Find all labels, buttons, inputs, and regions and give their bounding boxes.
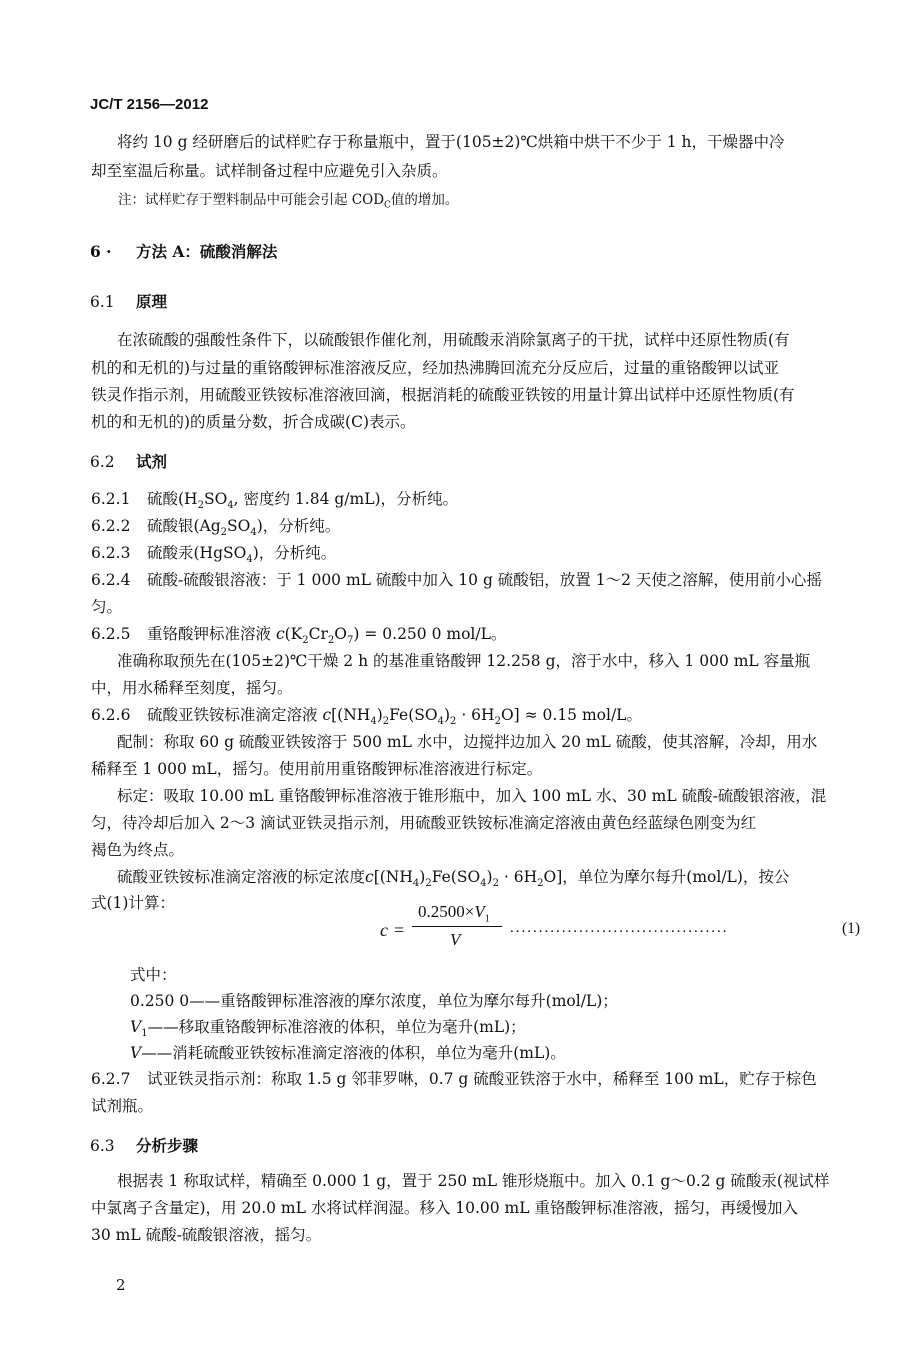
section-6-1-heading: 6.1 原理 <box>90 292 168 311</box>
reagent-6-2-7: 6.2.7 试亚铁灵指示剂：称取 1.5 g 邻菲罗啉，0.7 g 硫酸亚铁溶于水中，稀释至 100 mL，贮存于棕色 <box>91 1070 817 1088</box>
page-number: 2 <box>116 1276 126 1294</box>
reagent-6-2-5-prep: 准确称取预先在(105±2)℃干燥 2 h 的基准重铬酸钾 12.258 g，溶于水中，移入 1 000 mL 容量瓶 <box>117 652 811 670</box>
principle-line: 在浓硫酸的强酸性条件下，以硫酸银作催化剂，用硫酸汞消除氯离子的干扰，试样中还原性物质(有 <box>117 331 790 349</box>
section-6-title: 方法 A：硫酸消解法 <box>136 242 278 261</box>
reagent-6-2-2: 6.2.2 硫酸银$(Ag_2SO_4)$，分析纯。 <box>91 517 341 539</box>
intro-note: 注：试样贮存于塑料制品中可能会引起 $COD_C$值的增加。 <box>118 192 459 211</box>
formula-numerator: $0.2500\times V_1$ <box>418 902 490 925</box>
reagent-6-2-4: 6.2.4 硫酸-硫酸银溶液：于 1 000 mL 硫酸中加入 10 g 硫酸铝，放置 1～2 天使之溶解，使用前小心摇 <box>91 571 822 589</box>
formula-leader-dots: ...................................... <box>510 920 729 936</box>
reagent-6-2-5-prep-cont: 中，用水稀释至刻度，摇匀。 <box>91 679 293 697</box>
formula-denominator: V <box>450 930 461 949</box>
section-6-number: 6 · <box>90 242 112 261</box>
intro-line-1: 将约 10 g 经研磨后的试样贮存于称量瓶中，置于(105±2)℃烘箱中烘干不少于 1 h，干燥器中冷 <box>117 133 785 151</box>
section-6-2-heading: 6.2 试剂 <box>90 452 168 471</box>
procedure-line: 中氯离子含量定)，用 20.0 mL 水将试样润湿。移入 10.00 mL 重铬酸钾标准溶液，摇匀，再缓慢加入 <box>91 1199 798 1217</box>
where-item-v1: $V_1——$移取重铬酸钾标准溶液的体积，单位为毫升(mL)； <box>130 1018 526 1040</box>
where-title: 式中： <box>130 966 177 984</box>
reagent-6-2-6: 6.2.6 硫酸亚铁铵标准滴定溶液 $c[(NH_4)_2Fe(SO_4)_2 \cdot 6H_2O] \approx 0.15$ mol/L。 <box>91 706 642 728</box>
formula-equals: = <box>394 920 405 940</box>
section-6-heading <box>90 242 277 262</box>
procedure-line: 30 mL 硫酸-硫酸银溶液，摇匀。 <box>91 1226 322 1244</box>
reagent-6-2-5: 6.2.5 重铬酸钾标准溶液 $c(K_2Cr_2O_7) = 0.250$ 0 mol/L。 <box>91 625 507 647</box>
reagent-6-2-6-standardize: 标定：吸取 10.00 mL 重铬酸钾标准溶液于锥形瓶中，加入 100 mL 水、30 mL 硫酸-硫酸银溶液，混 <box>117 787 827 805</box>
reagent-6-2-3: 6.2.3 硫酸汞(HgSO$_4$)，分析纯。 <box>91 544 337 566</box>
intro-line-2: 却至室温后称量。试样制备过程中应避免引入杂质。 <box>91 162 448 180</box>
formula-number: (1) <box>842 920 861 937</box>
reagent-6-2-1: 6.2.1 硫酸($H_2SO_4$, 密度约 1.84 g/mL)，分析纯。 <box>91 490 459 512</box>
principle-line: 铁灵作指示剂，用硫酸亚铁铵标准溶液回滴，根据消耗的硫酸亚铁铵的用量计算出试样中还原性物质(有 <box>91 386 795 404</box>
formula-1 <box>380 900 870 960</box>
calc-intro: 硫酸亚铁铵标准滴定溶液的标定浓度$c[(NH_4)_2Fe(SO_4)_2 \cdot 6H_2O]$，单位为摩尔每升(mol/L)，按公 <box>117 868 790 890</box>
where-item-concentration: 0.250 0——重铬酸钾标准溶液的摩尔浓度，单位为摩尔每升(mol/L)； <box>130 992 618 1010</box>
calc-intro-cont: 式(1)计算： <box>91 894 175 912</box>
standard-code: JC/T 2156—2012 <box>90 96 209 113</box>
formula-lhs: c <box>380 920 388 940</box>
where-item-v: V——消耗硫酸亚铁铵标准滴定溶液的体积，单位为毫升(mL)。 <box>130 1044 566 1062</box>
procedure-line: 根据表 1 称取试样，精确至 0.000 1 g，置于 250 mL 锥形烧瓶中。加入 0.1 g～0.2 g 硫酸汞(视试样 <box>117 1172 830 1190</box>
formula-fraction-bar <box>412 926 502 927</box>
reagent-6-2-7-cont: 试剂瓶。 <box>91 1097 154 1115</box>
principle-line: 机的和无机的)的质量分数，折合成碳(C)表示。 <box>91 413 416 431</box>
principle-line: 机的和无机的)与过量的重铬酸钾标准溶液反应，经加热沸腾回流充分反应后，过量的重铬酸钾以试亚 <box>91 359 780 377</box>
section-6-3-heading: 6.3 分析步骤 <box>90 1136 199 1155</box>
reagent-6-2-6-standardize-cont: 匀，待冷却后加入 2～3 滴试亚铁灵指示剂，用硫酸亚铁铵标准滴定溶液由黄色经蓝绿色刚变为红 <box>91 814 757 832</box>
reagent-6-2-4-cont: 匀。 <box>91 598 123 616</box>
reagent-6-2-6-prep: 配制：称取 60 g 硫酸亚铁铵溶于 500 mL 水中，边搅拌边加入 20 mL 硫酸，使其溶解，冷却，用水 <box>117 733 818 751</box>
reagent-6-2-6-prep-cont: 稀释至 1 000 mL，摇匀。使用前用重铬酸钾标准溶液进行标定。 <box>91 760 543 778</box>
reagent-6-2-6-standardize-end: 褐色为终点。 <box>91 841 185 859</box>
